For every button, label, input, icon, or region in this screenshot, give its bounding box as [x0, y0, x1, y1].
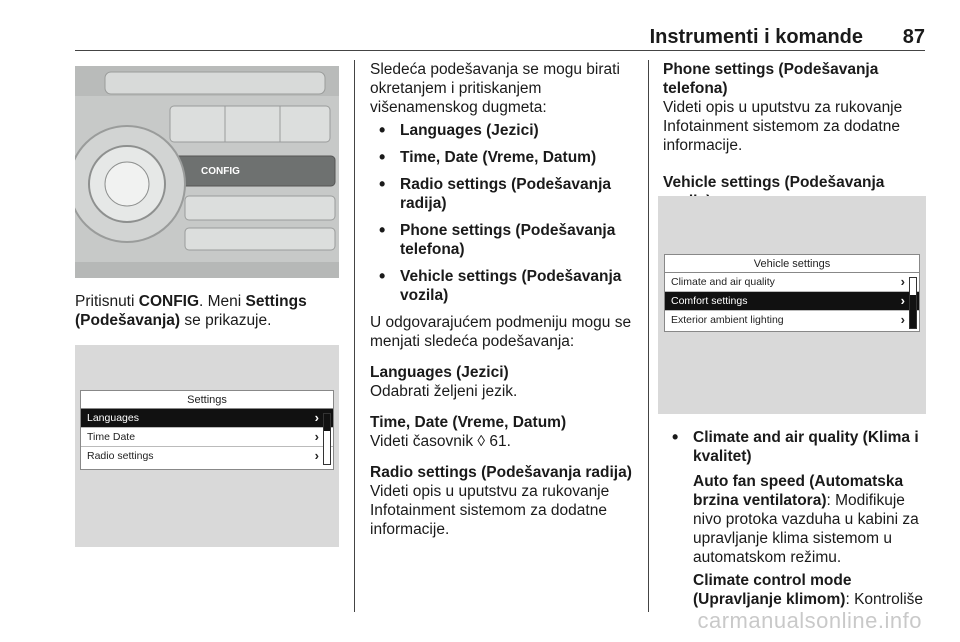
config-instruction: Pritisnuti CONFIG. Meni Settings (Podešavanja) se prikazuje. — [75, 293, 307, 329]
climate-details — [663, 472, 928, 609]
vehicle-settings-menu-title: Vehicle settings — [665, 255, 919, 273]
chevron-right-icon: › — [314, 448, 319, 463]
bullet-languages: • Languages (Jezici) — [370, 121, 635, 140]
vehicle-settings-scrollbar — [909, 277, 917, 329]
column-3-lower-text — [663, 428, 928, 621]
climate-control-mode-text: Climate control mode (Upravljanje klimom): Kontroliše — [693, 572, 924, 608]
settings-menu-title: Settings — [81, 391, 333, 409]
config-button-label: CONFIG — [201, 166, 240, 177]
vehicle-item-comfort: Comfort settings › — [665, 292, 919, 311]
config-panel-illustration — [75, 66, 339, 278]
time-date-section: Time, Date (Vreme, Datum) Videti časovnik ◊ 61. — [370, 414, 567, 450]
settings-item-languages: Languages › — [81, 409, 333, 428]
column-divider-1 — [354, 60, 355, 612]
header-rule — [75, 50, 925, 51]
settings-item-radio: Radio settings › — [87, 448, 319, 463]
column-2-text — [370, 60, 635, 551]
column-divider-2 — [648, 60, 649, 612]
bullet-climate-air-quality: • Climate and air quality (Klima i kvalitet) — [663, 428, 928, 466]
settings-item-time-date: Time Date › — [81, 428, 333, 447]
page-header — [75, 24, 925, 52]
vehicle-heading: Vehicle settings (Podešavanja — [663, 174, 885, 191]
settings-bullet-list — [370, 121, 635, 305]
bullet-radio: • Radio settings (Podešavanja radija) — [370, 175, 635, 213]
auto-fan-speed-text: Auto fan speed (Automatska brzina ventilatora): Modifikuje nivo protoka vazduha u kabini za upravljanje klima sistemom u automatskom režimu. — [693, 473, 919, 566]
bullet-time-date: • Time, Date (Vreme, Datum) — [370, 148, 635, 167]
page-title: Instrumenti i komande — [649, 26, 863, 48]
chevron-right-icon: › — [900, 312, 905, 327]
config-panel-photo — [75, 66, 339, 278]
settings-screen-figure — [75, 345, 339, 547]
chevron-right-icon: › — [314, 410, 319, 425]
chevron-right-icon: › — [900, 274, 905, 289]
phone-section: Phone settings (Podešavanja telefona) Videti opis u uputstvu za rukovanje Infotainment sistemom za dodatne informacije. — [663, 61, 903, 154]
chevron-right-icon: › — [314, 429, 319, 444]
radio-section: Radio settings (Podešavanja radija) Videti opis u uputstvu za rukovanje Infotainment sistemom za dodatne informacije. — [370, 464, 632, 538]
bullet-vehicle: • Vehicle settings (Podešavanja vozila) — [370, 267, 635, 305]
vehicle-settings-menu — [664, 254, 920, 332]
watermark: carmanualsonline.info — [697, 608, 922, 633]
page-number: 87 — [902, 26, 925, 48]
vehicle-settings-screen-figure — [658, 196, 926, 414]
vehicle-item-climate: Climate and air quality › — [665, 273, 919, 292]
settings-menu — [80, 390, 334, 470]
bullet-phone: • Phone settings (Podešavanja telefona) — [370, 221, 635, 259]
vehicle-item-exterior-lighting: Exterior ambient lighting › — [671, 312, 905, 327]
intro-text: Sledeća podešavanja se mogu birati okretanjem i pritiskanjem višenamenskog dugmeta: — [370, 61, 620, 116]
settings-scrollbar — [323, 413, 331, 465]
submenu-text: U odgovarajućem podmeniju mogu se menjati sledeća podešavanja: — [370, 314, 632, 350]
languages-section: Languages (Jezici) Odabrati željeni jezik. — [370, 364, 518, 400]
column-1-text — [75, 292, 340, 342]
climate-bullet-list — [663, 428, 928, 466]
chevron-right-icon: › — [900, 293, 905, 308]
